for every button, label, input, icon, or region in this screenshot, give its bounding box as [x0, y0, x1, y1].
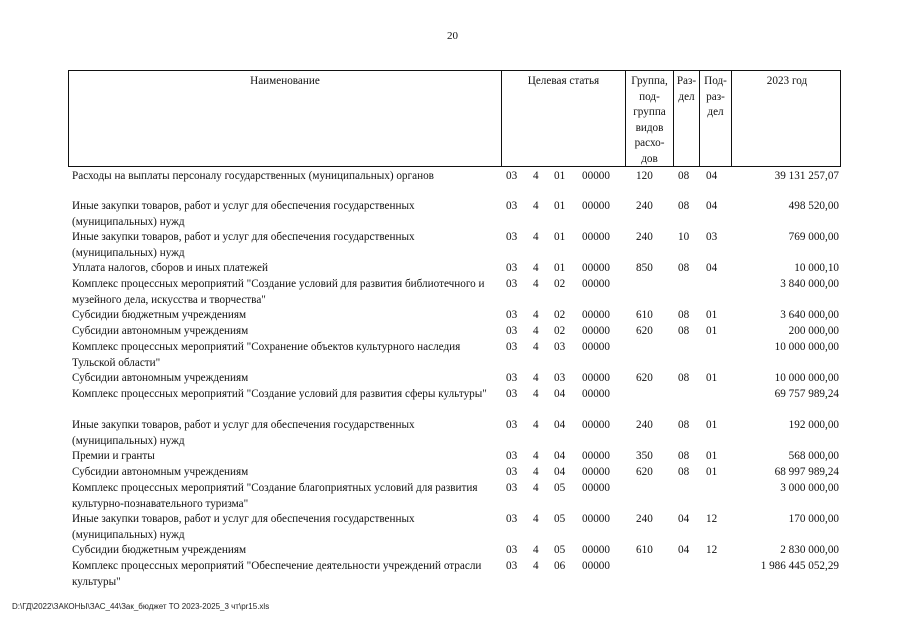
table-row — [68, 449, 841, 465]
group-code: 850 — [636, 262, 653, 274]
table-row — [68, 308, 841, 324]
target-code-3: 01 — [554, 231, 566, 243]
target-code-2: 4 — [533, 544, 539, 556]
target-code-3: 05 — [554, 482, 566, 494]
table-row — [68, 387, 841, 418]
header-target: Целевая статья — [501, 71, 625, 166]
row-name: Премии и гранты — [72, 450, 155, 462]
subsection-code: 04 — [706, 200, 718, 212]
table-row — [68, 543, 841, 559]
group-code: 620 — [636, 325, 653, 337]
amount: 10 000 000,00 — [774, 372, 839, 384]
table-header — [68, 70, 841, 166]
target-code-4: 00000 — [582, 482, 610, 494]
section-code: 08 — [678, 170, 690, 182]
table-row — [68, 559, 841, 591]
target-code-2: 4 — [533, 170, 539, 182]
table-row — [68, 261, 841, 277]
target-code-2: 4 — [533, 466, 539, 478]
amount: 568 000,00 — [788, 450, 839, 462]
subsection-code: 12 — [706, 544, 718, 556]
target-code-4: 00000 — [582, 560, 610, 572]
row-name: Иные закупки товаров, работ и услуг для обеспечения государственных (муниципальных) нужд — [72, 419, 415, 447]
table-row — [68, 199, 841, 230]
target-code-2: 4 — [533, 372, 539, 384]
amount: 3 640 000,00 — [780, 309, 839, 321]
row-name: Субсидии автономным учреждениям — [72, 372, 249, 384]
target-code-2: 4 — [533, 450, 539, 462]
row-name: Комплекс процессных мероприятий "Создание условий для развития библиотечного и музейного дела, искусства и творчества" — [72, 278, 485, 306]
target-code-4: 00000 — [582, 419, 610, 431]
target-code-2: 4 — [533, 341, 539, 353]
row-name: Комплекс процессных мероприятий "Создание условий для развития сферы культуры" — [72, 388, 487, 400]
group-code: 620 — [636, 466, 653, 478]
target-code-2: 4 — [533, 278, 539, 290]
subsection-code: 01 — [706, 325, 718, 337]
target-code-3: 02 — [554, 309, 566, 321]
subsection-code: 01 — [706, 466, 718, 478]
header-year: 2023 год — [731, 71, 842, 166]
target-code-3: 05 — [554, 513, 566, 525]
target-code-1: 03 — [506, 309, 518, 321]
subsection-code: 04 — [706, 170, 718, 182]
group-code: 620 — [636, 372, 653, 384]
subsection-code: 04 — [706, 262, 718, 274]
amount: 498 520,00 — [788, 200, 839, 212]
target-code-3: 01 — [554, 262, 566, 274]
row-name: Субсидии автономным учреждениям — [72, 325, 249, 337]
table-row — [68, 512, 841, 543]
target-code-1: 03 — [506, 560, 518, 572]
amount: 39 131 257,07 — [774, 170, 839, 182]
table-row — [68, 481, 841, 512]
target-code-3: 02 — [554, 278, 566, 290]
section-code: 08 — [678, 325, 690, 337]
header-name: Наименование — [250, 75, 320, 87]
table-body — [68, 166, 841, 591]
target-code-1: 03 — [506, 466, 518, 478]
section-code: 08 — [678, 450, 690, 462]
target-code-1: 03 — [506, 450, 518, 462]
amount: 769 000,00 — [788, 231, 839, 243]
target-code-1: 03 — [506, 200, 518, 212]
subsection-code: 12 — [706, 513, 718, 525]
table-row — [68, 324, 841, 340]
target-code-1: 03 — [506, 513, 518, 525]
header-section: Раз- дел — [673, 71, 699, 166]
target-code-2: 4 — [533, 388, 539, 400]
group-code: 350 — [636, 450, 653, 462]
section-code: 04 — [678, 544, 690, 556]
section-code: 08 — [678, 200, 690, 212]
section-code: 08 — [678, 466, 690, 478]
target-code-3: 01 — [554, 200, 566, 212]
amount: 69 757 989,24 — [774, 388, 839, 400]
target-code-2: 4 — [533, 513, 539, 525]
section-code: 08 — [678, 419, 690, 431]
amount: 200 000,00 — [788, 325, 839, 337]
target-code-2: 4 — [533, 231, 539, 243]
target-code-3: 06 — [554, 560, 566, 572]
target-code-1: 03 — [506, 325, 518, 337]
target-code-4: 00000 — [582, 513, 610, 525]
amount: 192 000,00 — [788, 419, 839, 431]
section-code: 08 — [678, 309, 690, 321]
row-name: Комплекс процессных мероприятий "Сохранение объектов культурного наследия Тульской области" — [72, 341, 461, 369]
target-code-4: 00000 — [582, 544, 610, 556]
group-code: 240 — [636, 231, 653, 243]
target-code-3: 01 — [554, 170, 566, 182]
subsection-code: 03 — [706, 231, 718, 243]
row-name: Иные закупки товаров, работ и услуг для обеспечения государственных (муниципальных) нужд — [72, 513, 415, 541]
target-code-4: 00000 — [582, 450, 610, 462]
row-name: Расходы на выплаты персоналу государственных (муниципальных) органов — [72, 170, 434, 182]
table-row — [68, 277, 841, 308]
amount: 3 840 000,00 — [780, 278, 839, 290]
target-code-4: 00000 — [582, 262, 610, 274]
group-code: 240 — [636, 200, 653, 212]
target-code-4: 00000 — [582, 231, 610, 243]
target-code-2: 4 — [533, 262, 539, 274]
section-code: 04 — [678, 513, 690, 525]
group-code: 610 — [636, 309, 653, 321]
row-name: Уплата налогов, сборов и иных платежей — [72, 262, 268, 274]
subsection-code: 01 — [706, 372, 718, 384]
file-path-footer: D:\ГД\2022\ЗАКОНЫ\ЗАС_44\Зак_бюджет ТО 2023-2025_3 чт\pr15.xls — [12, 602, 270, 611]
target-code-1: 03 — [506, 341, 518, 353]
target-code-2: 4 — [533, 325, 539, 337]
target-code-4: 00000 — [582, 200, 610, 212]
target-code-1: 03 — [506, 262, 518, 274]
group-code: 240 — [636, 419, 653, 431]
amount: 3 000 000,00 — [780, 482, 839, 494]
table-row — [68, 371, 841, 387]
target-code-3: 03 — [554, 372, 566, 384]
row-name: Субсидии автономным учреждениям — [72, 466, 249, 478]
target-code-1: 03 — [506, 372, 518, 384]
row-name: Иные закупки товаров, работ и услуг для обеспечения государственных (муниципальных) нужд — [72, 231, 415, 259]
target-code-2: 4 — [533, 419, 539, 431]
target-code-3: 04 — [554, 388, 566, 400]
amount: 68 997 989,24 — [774, 466, 839, 478]
table-row — [68, 418, 841, 449]
table-row — [68, 465, 841, 481]
section-code: 08 — [678, 262, 690, 274]
row-name: Субсидии бюджетным учреждениям — [72, 309, 247, 321]
table-row — [68, 230, 841, 261]
target-code-1: 03 — [506, 278, 518, 290]
target-code-4: 00000 — [582, 278, 610, 290]
target-code-3: 03 — [554, 341, 566, 353]
row-name: Комплекс процессных мероприятий "Обеспечение деятельности учреждений отрасли культуры" — [72, 560, 482, 588]
table-row — [68, 340, 841, 371]
amount: 2 830 000,00 — [780, 544, 839, 556]
target-code-2: 4 — [533, 309, 539, 321]
section-code: 08 — [678, 372, 690, 384]
target-code-4: 00000 — [582, 341, 610, 353]
target-code-4: 00000 — [582, 325, 610, 337]
section-code: 10 — [678, 231, 690, 243]
target-code-1: 03 — [506, 419, 518, 431]
subsection-code: 01 — [706, 450, 718, 462]
target-code-2: 4 — [533, 560, 539, 572]
group-code: 120 — [636, 170, 653, 182]
target-code-1: 03 — [506, 544, 518, 556]
page-number: 20 — [447, 30, 458, 42]
target-code-2: 4 — [533, 200, 539, 212]
group-code: 240 — [636, 513, 653, 525]
target-code-3: 02 — [554, 325, 566, 337]
amount: 170 000,00 — [788, 513, 839, 525]
header-subsection: Под- раз- дел — [699, 71, 731, 166]
group-code: 610 — [636, 544, 653, 556]
row-name: Комплекс процессных мероприятий "Создание благоприятных условий для развития культурно-познавательного туризма" — [72, 482, 478, 510]
budget-table — [68, 70, 841, 591]
target-code-3: 04 — [554, 419, 566, 431]
amount: 10 000 000,00 — [774, 341, 839, 353]
target-code-2: 4 — [533, 482, 539, 494]
subsection-code: 01 — [706, 419, 718, 431]
target-code-1: 03 — [506, 231, 518, 243]
target-code-3: 04 — [554, 466, 566, 478]
target-code-1: 03 — [506, 388, 518, 400]
amount: 10 000,10 — [794, 262, 839, 274]
subsection-code: 01 — [706, 309, 718, 321]
target-code-1: 03 — [506, 170, 518, 182]
target-code-1: 03 — [506, 482, 518, 494]
header-group: Группа, под- группа видов расхо- дов — [625, 71, 673, 166]
row-name: Субсидии бюджетным учреждениям — [72, 544, 247, 556]
target-code-3: 05 — [554, 544, 566, 556]
target-code-3: 04 — [554, 450, 566, 462]
target-code-4: 00000 — [582, 309, 610, 321]
table-row — [68, 169, 841, 199]
amount: 1 986 445 052,29 — [760, 560, 839, 572]
row-name: Иные закупки товаров, работ и услуг для обеспечения государственных (муниципальных) нужд — [72, 200, 415, 228]
target-code-4: 00000 — [582, 372, 610, 384]
target-code-4: 00000 — [582, 466, 610, 478]
target-code-4: 00000 — [582, 170, 610, 182]
target-code-4: 00000 — [582, 388, 610, 400]
